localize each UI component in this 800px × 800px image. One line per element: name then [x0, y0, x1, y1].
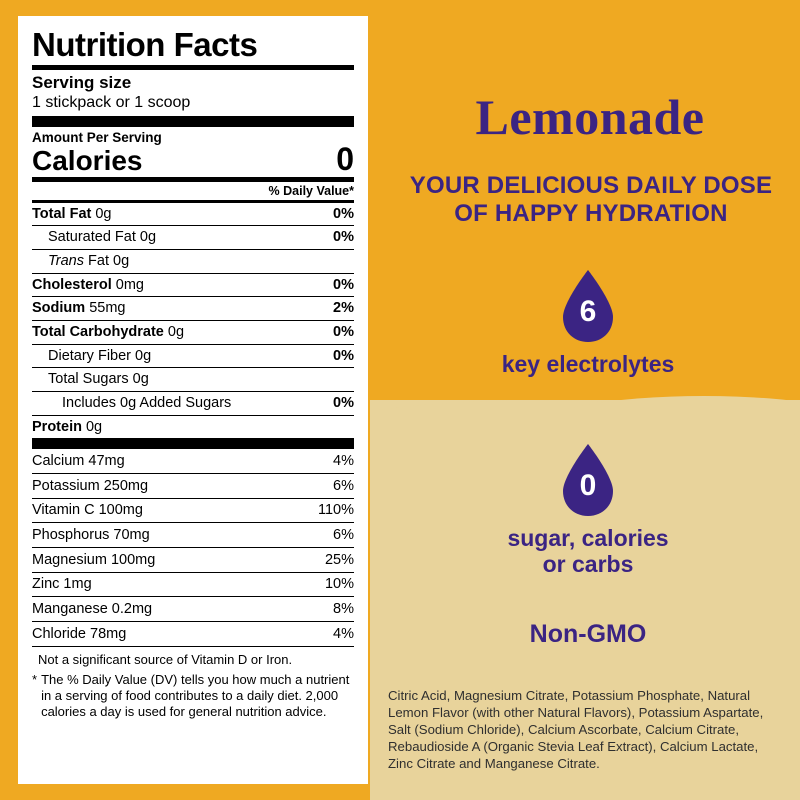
vitamin-daily-value: 6% [333, 477, 354, 494]
nutrient-daily-value: 2% [333, 300, 354, 317]
vitamin-daily-value: 4% [333, 452, 354, 469]
vitamin-label: Phosphorus 70mg [32, 526, 150, 543]
footnote-not-significant: Not a significant source of Vitamin D or Iron. [38, 651, 293, 667]
ingredients-list: Citric Acid, Magnesium Citrate, Potassium Phosphate, Natural Lemon Flavor (with other Natural Flavors), Potassium Aspartate, Salt (Sodium Chloride), Calcium Ascorbate, Calcium Citrate, Rebaudioside A (Organic Stevia Leaf Extract), Calcium Lactate, Zinc Citrate and Manganese Citrate. [388, 688, 764, 771]
nutrient-label: Total Carbohydrate 0g [32, 324, 185, 340]
vitamin-label: Zinc 1mg [32, 576, 92, 593]
badge-zero-sugar [388, 442, 788, 578]
calories-value: 0 [336, 140, 354, 177]
vitamin-daily-value: 25% [324, 551, 354, 568]
nutrient-row [32, 345, 354, 369]
vitamin-row [32, 597, 354, 622]
vitamin-row [32, 548, 354, 573]
serving-size-label: Serving size [32, 72, 132, 92]
badge-zero-sugar-label-line-1: sugar, calories [507, 525, 669, 551]
divider-title [32, 65, 354, 70]
nutrient-label: Total Sugars 0g [48, 371, 149, 388]
badge-electrolytes-label: key electrolytes [501, 351, 675, 377]
vitamin-row [32, 449, 354, 474]
vitamin-label: Chloride 78mg [32, 625, 127, 642]
serving-size-value: 1 stickpack or 1 scoop [32, 93, 191, 111]
nutrition-facts-title: Nutrition Facts [32, 26, 258, 63]
vitamin-daily-value: 6% [333, 526, 354, 543]
tagline-line-2: OF HAPPY HYDRATION [454, 200, 728, 228]
nutrient-daily-value: 0% [333, 347, 354, 364]
vitamin-label: Calcium 47mg [32, 452, 125, 469]
footnote-block [32, 647, 354, 721]
calories-row [32, 140, 354, 177]
vitamin-row [32, 573, 354, 598]
nutrient-label: Includes 0g Added Sugars [62, 395, 232, 412]
daily-value-header: % Daily Value* [268, 183, 354, 198]
water-drop-icon [557, 442, 619, 518]
vitamin-row [32, 474, 354, 499]
vitamin-rows [32, 449, 354, 646]
nutrient-label: Sodium 55mg [32, 300, 126, 317]
nutrition-facts-panel [18, 16, 368, 784]
nutrient-row [32, 392, 354, 416]
nutrient-row [32, 274, 354, 298]
badge-electrolytes-number: 6 [579, 295, 597, 328]
vitamin-label: Manganese 0.2mg [32, 600, 153, 617]
nutrient-daily-value: 0% [333, 324, 354, 340]
non-gmo-badge: Non-GMO [529, 620, 647, 648]
amount-per-serving-label: Amount Per Serving [32, 129, 162, 145]
badge-zero-sugar-number: 0 [579, 469, 597, 502]
badge-zero-sugar-label-line-2: or carbs [542, 551, 634, 578]
nutrient-row [32, 321, 354, 345]
divider-protein [32, 438, 354, 449]
tagline-line-1: YOUR DELICIOUS DAILY DOSE [409, 172, 773, 199]
nutrient-daily-value: 0% [333, 205, 354, 222]
divider-serving [32, 116, 354, 127]
nutrient-label: Total Fat 0g [32, 205, 112, 222]
vitamin-label: Magnesium 100mg [32, 551, 156, 568]
product-tagline [386, 172, 796, 229]
vitamin-row [32, 499, 354, 524]
vitamin-row [32, 523, 354, 548]
nutrient-label: Dietary Fiber 0g [48, 347, 152, 364]
nutrient-daily-value: 0% [333, 276, 354, 293]
product-name: Lemonade [475, 89, 705, 145]
nutrient-label: Cholesterol 0mg [32, 276, 145, 293]
nutrient-label: Trans Fat 0g [48, 252, 130, 269]
vitamin-label: Vitamin C 100mg [32, 502, 143, 519]
vitamin-label: Potassium 250mg [32, 477, 149, 494]
badge-electrolytes [388, 268, 788, 377]
badge-zero-sugar-label [388, 525, 788, 578]
nutrient-daily-value: 0% [333, 395, 354, 412]
nutrient-row [32, 226, 354, 250]
calories-label: Calories [32, 144, 143, 176]
nutrient-daily-value: 0% [333, 229, 354, 246]
footnote-daily-value: The % Daily Value (DV) tells you how much a nutrient in a serving of food contributes to a daily diet. 2,000 calories a day is used for general nutrition advice. [41, 671, 350, 720]
footnote-asterisk: * [32, 671, 38, 687]
vitamin-row [32, 622, 354, 647]
nutrient-row [32, 368, 354, 392]
nutrient-row [32, 203, 354, 227]
nutrient-row [32, 297, 354, 321]
vitamin-daily-value: 110% [317, 502, 354, 519]
vitamin-daily-value: 10% [324, 576, 354, 593]
vitamin-daily-value: 8% [333, 600, 354, 617]
water-drop-icon [557, 268, 619, 344]
nutrient-row [32, 250, 354, 274]
nutrient-row [32, 416, 354, 439]
nutrient-label: Saturated Fat 0g [48, 229, 157, 246]
nutrient-label: Protein 0g [32, 418, 103, 435]
nutrient-rows [32, 203, 354, 439]
vitamin-daily-value: 4% [333, 625, 354, 642]
